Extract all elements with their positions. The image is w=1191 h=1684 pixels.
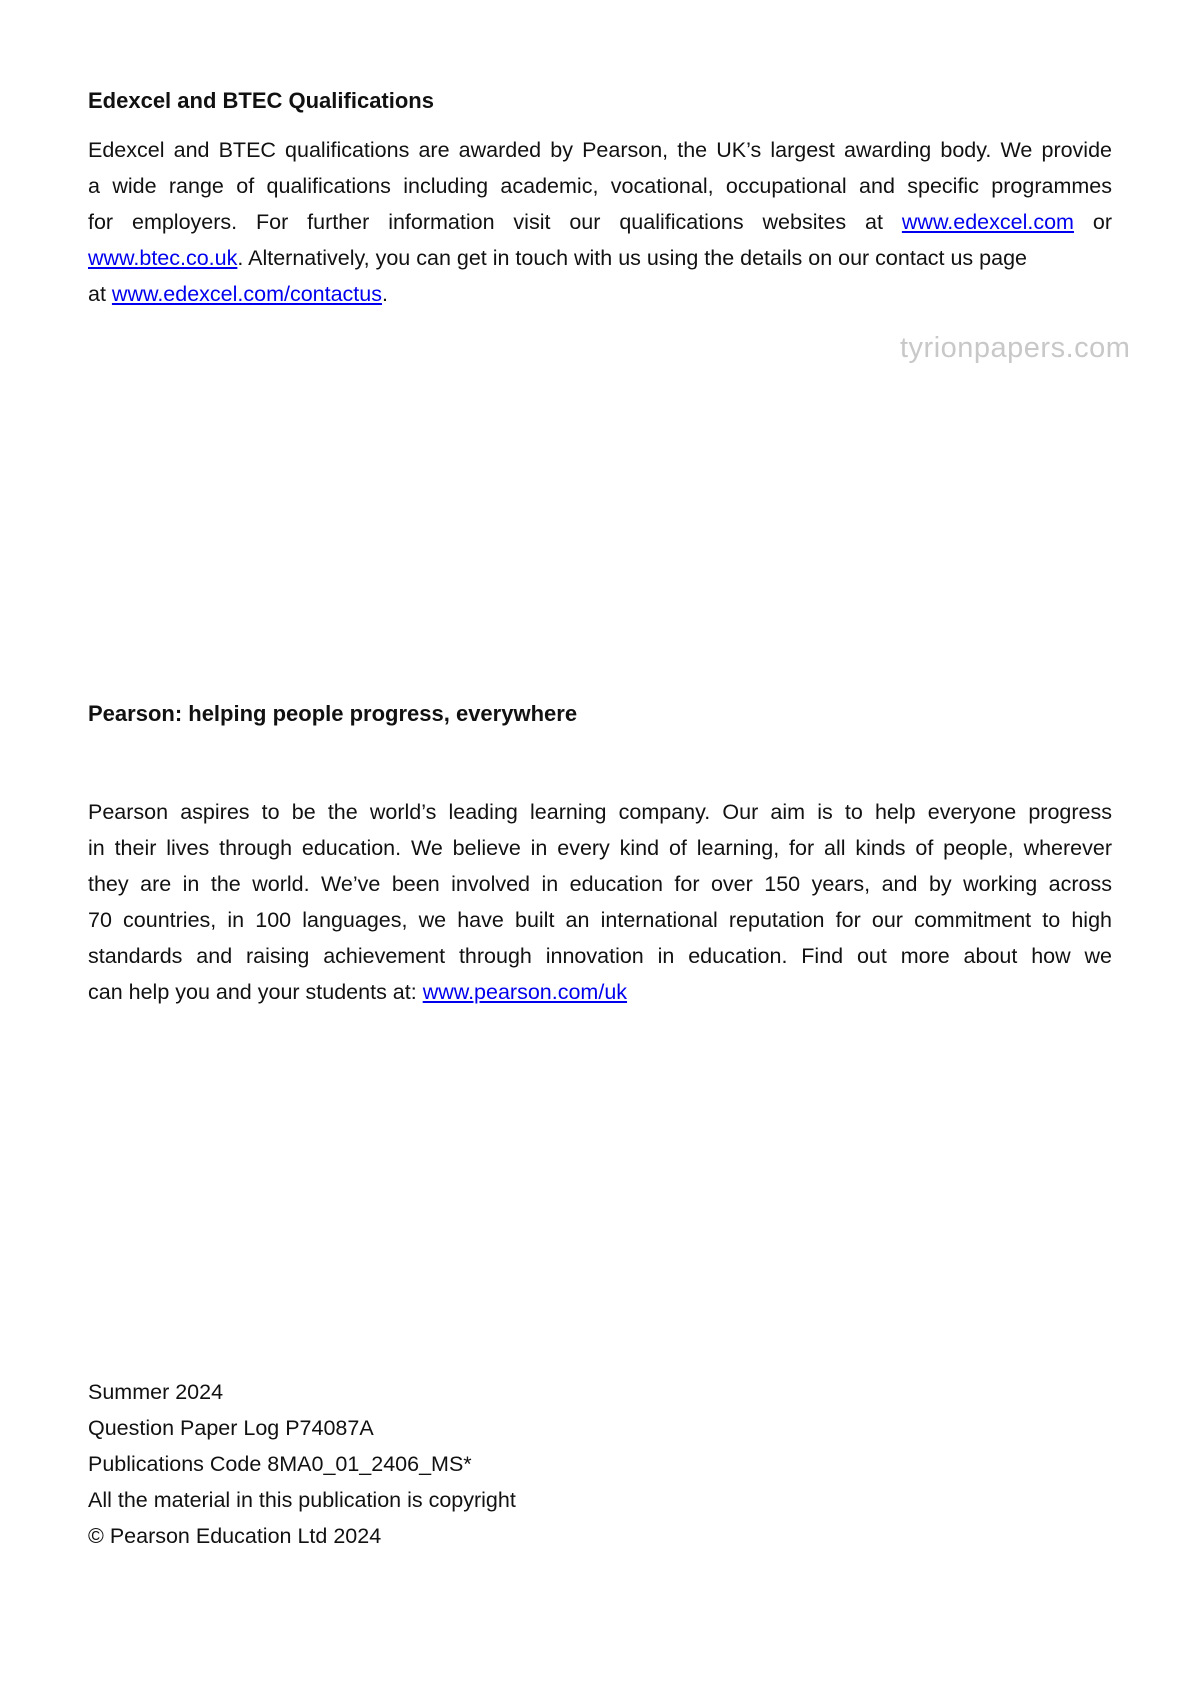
heading-pearson: Pearson: helping people progress, everywhere xyxy=(88,701,578,726)
text-line xyxy=(88,974,1112,1010)
paragraph-edexcel xyxy=(88,132,1112,312)
text: they are in the world. We’ve been involved in education for over 150 years, and by working across xyxy=(88,872,1112,896)
season: Summer 2024 xyxy=(88,1380,224,1404)
text-line xyxy=(88,132,1112,168)
text-line xyxy=(88,204,1112,240)
link-contactus[interactable]: www.edexcel.com/contactus xyxy=(111,282,382,306)
text-line xyxy=(88,902,1112,938)
text-line xyxy=(88,866,1112,902)
text: Edexcel and BTEC qualifications are awarded by Pearson, the UK’s largest awarding body. We provide xyxy=(88,138,1112,162)
copyright: © Pearson Education Ltd 2024 xyxy=(88,1524,382,1548)
text-line xyxy=(88,276,1112,312)
text: in their lives through education. We believe in every kind of learning, for all kinds of people, wherever xyxy=(88,836,1112,860)
publication-info xyxy=(88,1374,516,1554)
text: or xyxy=(1092,210,1112,234)
text-line xyxy=(88,938,1112,974)
heading-edexcel-btec: Edexcel and BTEC Qualifications xyxy=(88,88,434,113)
text-line xyxy=(88,830,1112,866)
watermark: tyrionpapers.com xyxy=(900,332,1131,364)
copyright-note: All the material in this publication is copyright xyxy=(88,1488,516,1512)
text-line xyxy=(88,168,1112,204)
text: . Alternatively, you can get in touch with us using the details on our contact us page xyxy=(237,246,1027,270)
text: at xyxy=(88,282,106,306)
text: for employers. For further information visit our qualifications websites at xyxy=(88,210,883,234)
link-btec[interactable]: www.btec.co.uk xyxy=(88,246,238,270)
paragraph-pearson xyxy=(88,794,1112,1010)
text-line xyxy=(88,240,1112,276)
question-paper-log: Question Paper Log P74087A xyxy=(88,1416,374,1440)
publications-code: Publications Code 8MA0_01_2406_MS* xyxy=(88,1452,472,1476)
text: a wide range of qualifications including academic, vocational, occupational and specific programmes xyxy=(88,174,1112,198)
link-edexcel[interactable]: www.edexcel.com xyxy=(901,210,1074,234)
text: Pearson aspires to be the world’s leading learning company. Our aim is to help everyone progress xyxy=(88,800,1112,824)
text: standards and raising achievement through innovation in education. Find out more about how we xyxy=(88,944,1112,968)
text: can help you and your students at: xyxy=(88,980,417,1004)
text: . xyxy=(381,282,388,306)
link-pearson[interactable]: www.pearson.com/uk xyxy=(422,980,628,1004)
text: 70 countries, in 100 languages, we have built an international reputation for our commitment to high xyxy=(88,908,1112,932)
text-line xyxy=(88,794,1112,830)
